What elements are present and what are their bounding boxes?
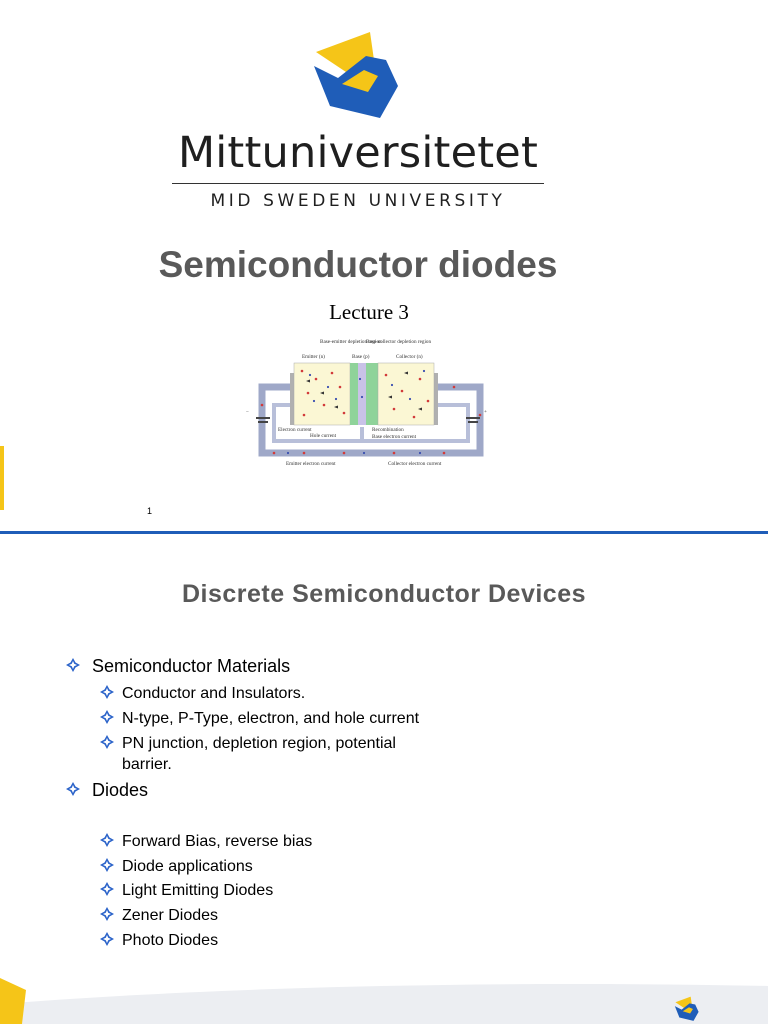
diamond-bullet-icon <box>100 710 114 724</box>
footer-swoosh <box>0 960 768 1024</box>
slide-number: 1 <box>147 506 153 516</box>
sub-bullet-text: Light Emitting Diodes <box>122 882 274 899</box>
label-collector: Collector (n) <box>396 354 423 360</box>
label-recombination: Recombination <box>372 427 404 433</box>
label-bc-depletion: Base-collector depletion region <box>366 339 432 345</box>
label-minus: − <box>246 409 249 415</box>
university-logo-icon <box>312 30 402 122</box>
university-wordmark: Mittuniversitetet <box>177 128 539 178</box>
edge-accent <box>0 446 4 510</box>
diamond-bullet-icon <box>100 882 114 896</box>
sub-bullet-text: Conductor and Insulators. <box>122 685 306 702</box>
university-subtitle: MID SWEDEN UNIVERSITY <box>210 191 506 211</box>
label-hole-current: Hole current <box>310 433 337 439</box>
diamond-bullet-icon <box>100 735 114 749</box>
diamond-bullet-icon <box>100 932 114 946</box>
wordmark-divider <box>172 183 544 184</box>
transistor-diagram <box>244 335 492 470</box>
sub-bullet-text: Zener Diodes <box>122 907 219 924</box>
label-base-electron-current: Base electron current <box>372 434 417 440</box>
slide-title: Semiconductor diodes <box>158 244 558 285</box>
label-plus: + <box>484 409 487 415</box>
bullet-text: Semiconductor Materials <box>92 656 291 676</box>
sub-bullet-text: Photo Diodes <box>122 932 219 949</box>
label-be-depletion: Base-emitter depletion region <box>320 339 382 345</box>
university-logo-small-icon <box>674 996 700 1022</box>
bullet-text: Diodes <box>92 780 149 800</box>
lecture-subtitle: Lecture 3 <box>329 300 409 324</box>
content-slide-title: Discrete Semiconductor Devices <box>181 580 587 608</box>
label-base: Base (p) <box>352 354 370 360</box>
diamond-bullet-icon <box>66 658 80 672</box>
sub-bullet-text: PN junction, depletion region, potential barrier. <box>122 735 396 773</box>
label-emitter: Emitter (n) <box>302 354 325 360</box>
sub-bullet-text: N-type, P-Type, electron, and hole current <box>122 710 420 727</box>
diamond-bullet-icon <box>100 858 114 872</box>
label-electron-current: Electron current <box>278 427 312 433</box>
diamond-bullet-icon <box>100 685 114 699</box>
sub-bullet-text: Diode applications <box>122 858 253 875</box>
diamond-bullet-icon <box>100 833 114 847</box>
diamond-bullet-icon <box>66 782 80 796</box>
label-collector-electron-current: Collector electron current <box>388 461 442 467</box>
diamond-bullet-icon <box>100 907 114 921</box>
label-emitter-electron-current: Emitter electron current <box>286 461 336 467</box>
sub-bullet-text: Forward Bias, reverse bias <box>122 833 313 850</box>
